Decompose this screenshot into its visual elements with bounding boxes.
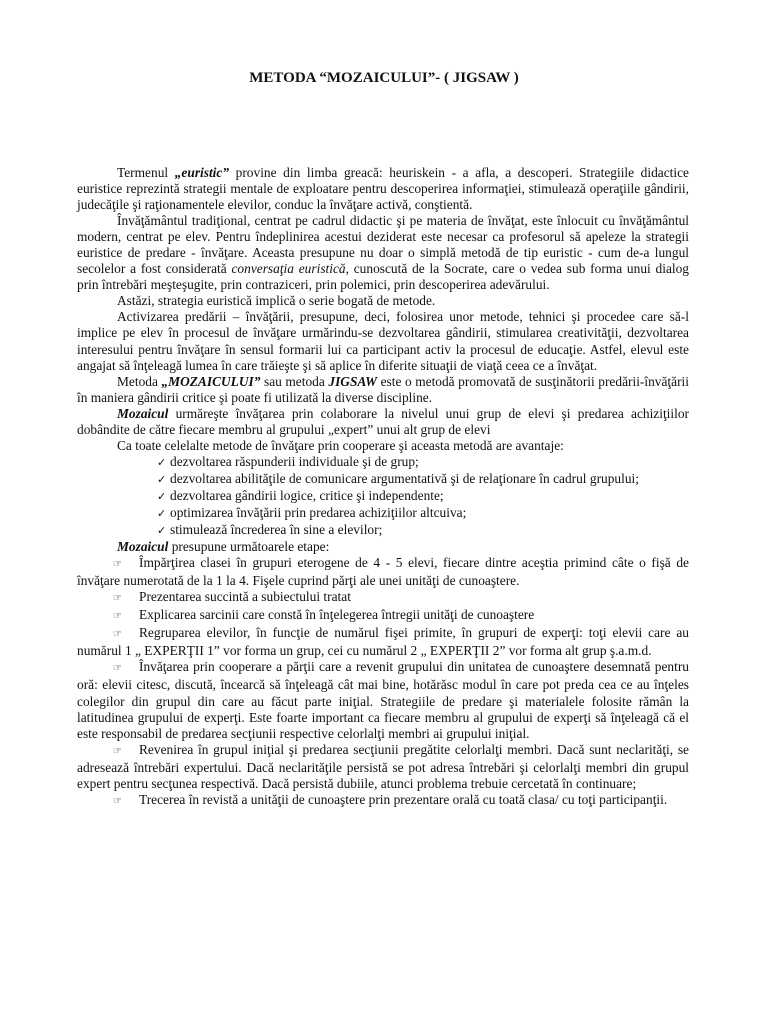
list-item: ✓ dezvoltarea gândirii logice, critice şi independente;: [77, 488, 689, 505]
paragraph-astazi: Astăzi, strategia euristică implică o serie bogată de metode.: [117, 293, 436, 309]
term-jigsaw: JIGSAW: [328, 373, 378, 389]
list-item: ☞ Prezentarea succintă a subiectului tratat: [77, 589, 689, 607]
document-body: [77, 165, 689, 810]
pointing-hand-icon: ☞: [113, 593, 122, 605]
term-euristic: „euristic”: [174, 165, 230, 180]
list-item: ✓ optimizarea învăţării prin predarea achiziţiilor altcuiva;: [77, 505, 689, 522]
pointing-hand-icon: ☞: [113, 611, 122, 623]
list-item: ☞ Revenirea în grupul iniţial şi predarea secţiunii pregătite celorlalţi membri. Dacă sunt neclarităţi, se adresează întrebări expertului. Dacă neclarităţile persistă se pot adresa întrebări şi celorlalţi membri din grupul expert pentru secţunea respectivă. Dacă persistă dubiile, atunci problema trebuie cercetată în continuare;: [77, 741, 689, 791]
list-item: ✓ dezvoltarea răspunderii individuale şi de grup;: [77, 454, 689, 471]
pointing-hand-icon: ☞: [113, 559, 122, 571]
paragraph-mozaicul-urmareste: Mozaicul urmăreşte învăţarea prin colaborare la nivelul unui grup de elevi şi predarea achiziţiilor dobândite de către fiecare membru al grupului „expert” unui alt grup de elevi: [77, 405, 689, 437]
paragraph-invatamant: Învăţământul tradiţional, centrat pe cadrul didactic şi pe materia de învăţat, este înlocuit cu învăţământul modern, centrat pe elev. Pentru îndeplinirea acestui deziderat este necesar ca profesorul să apeleze la strategii euristice de predare - învăţare. Aceasta presupune nu doar o simplă metodă de tip euristic - cum de-a lungul secolelor a fost considerată conversaţia euristică, cunoscută de la Socrate, care o vedea sub forma unui dialog prin întrebări meşteşugite, prin contraziceri, prin polemici, prin descoperirea adevărului.: [77, 213, 689, 293]
list-item: ☞ Regruparea elevilor, în funcţie de numărul fişei primite, în grupuri de experţi: toţi elevii care au numărul 1 „ EXPERŢII 1” vor forma un grup, cei cu numărul 2 „ EXPERŢII 2” vor forma alt grup ş.a.m.d.: [77, 625, 689, 659]
list-item: ☞ Împărţirea clasei în grupuri eterogene de 4 - 5 elevi, fiecare dintre aceştia primind câte o fişă de învăţare numerotată de la 1 la 4. Fişele cuprind părţi ale unei unităţi de cunoaştere.: [77, 555, 689, 589]
steps-list: [77, 555, 689, 810]
list-item: ☞ Explicarea sarcinii care constă în înţelegerea întregii unităţi de cunoaştere: [77, 607, 689, 625]
page-title: METODA “MOZAICULUI”- ( JIGSAW ): [249, 70, 519, 86]
list-item: ✓ dezvoltarea abilităţile de comunicare argumentativă şi de relaţionare în cadrul grupului;: [77, 471, 689, 488]
pointing-hand-icon: ☞: [113, 795, 122, 807]
pointing-hand-icon: ☞: [113, 629, 122, 641]
pointing-hand-icon: ☞: [113, 745, 122, 757]
paragraph-activizarea: Activizarea predării – învăţării, presupune, deci, folosirea unor metode, tehnici şi procedee care să-l implice pe elev în procesul de învăţare urmărindu-se dezvoltarea gândirii, stimularea creativităţii, dezvoltarea interesului pentru învăţare în sensul formarii lui ca participant activ la procesul de educaţie. Astfel, elevul este angajat să înţeleagă lumea în care trăieşte şi să aplice în diferite situaţii de viaţă ceea ce a învăţat.: [77, 309, 689, 373]
list-item: ☞ Învăţarea prin cooperare a părţii care a revenit grupului din unitatea de cunoaştere desemnată pentru oră: elevii citesc, discută, încearcă să înţeleagă cât mai bine, hotărăsc modul în care pot preda cea ce au înţeles colegilor din grupul din care au făcut parte iniţial. Strategiile de predare şi materialele folosite rămân la latitudinea grupului de experţi. Este foarte important ca fiecare membru al grupului de experţi să înţeleagă că el este responsabil de predarea secţiunii respective celorlalţi membri ai grupului iniţial.: [77, 659, 689, 741]
list-item: ✓ stimulează încrederea în sine a elevilor;: [77, 522, 689, 539]
term-mozaicul: Mozaicul: [117, 539, 169, 555]
pointing-hand-icon: ☞: [113, 663, 122, 675]
paragraph-etape: Mozaicul presupune următoarele etape:: [117, 539, 330, 555]
paragraph-avantaje: Ca toate celelalte metode de învăţare prin cooperare şi aceasta metodă are avantaje:: [117, 437, 564, 453]
list-item: ☞ Trecerea în revistă a unităţii de cunoaştere prin prezentare orală cu toată clasa/ cu toţi participanţii.: [77, 792, 689, 810]
term-conversatia: conversaţia euristică: [231, 261, 346, 277]
advantages-list: [77, 454, 689, 539]
term-mozaicului: „MOZAICULUI”: [161, 373, 261, 389]
term-mozaicul: Mozaicul: [117, 405, 169, 421]
paragraph-euristic: Termenul „euristic” provine din limba greacă: heuriskein - a afla, a descoperi. Strategiile didactice euristice reprezintă strategii mentale de exploatare pentru descoperirea informaţiei, stimulează operaţiile gândirii, judecăţile şi raţionamentele elevilor, conduc la învăţare activă, conştientă.: [77, 165, 690, 213]
paragraph-metoda: Metoda „MOZAICULUI” sau metoda JIGSAW este o metodă promovată de susţinătorii predării-învăţării în maniera gândirii critice şi poate fi utilizată la diverse discipline.: [77, 373, 689, 405]
